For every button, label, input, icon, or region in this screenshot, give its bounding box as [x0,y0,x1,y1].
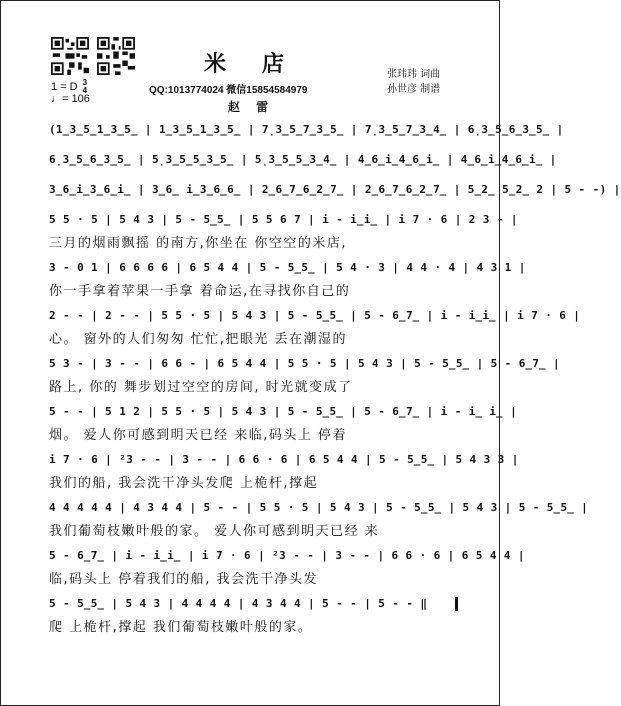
tempo-marking [51,93,90,105]
notation-row: 5 - - | 5 1 2 | 5 5 · 5 | 5 4 3 | 5 - 5̲5̲ | 5 - 6̲7̲ | i - i̲ i̲ | [49,405,518,418]
contact-info: QQ:1013774024 微信15854584979 [149,85,308,96]
lyric-row: 烟。 爱人你可感到明天已经 来临,码头上 停着 [49,428,348,443]
quarter-note-icon: ♩ [51,93,62,105]
transcriber: 孙世彦 制谱 [387,84,441,95]
notation-row: 3̲6̲i̲3̲6̲i̲ | 3̲6̲ i̲3̲6̲6̲ | 2̲6̲7̲6̲2̲7̲ | 2̲6̲7̲6̲2̲7̲ | 5̲2̲ 5̲2̲ 2 | 5 - -) | [49,183,621,196]
singer-name: 赵 雷 [227,100,275,114]
lyric-row: 路上, 你的 舞步划过空空的房间, 时光就变成了 [49,380,353,395]
lyric-row: 临,码头上 停着我们的船, 我会洗干净头发 [49,572,319,587]
lyric-row: 爬 上桅杆,撑起 我们葡萄枝嫩叶般的家。 [49,620,313,635]
final-barline [455,597,458,611]
lyricist-composer: 张玮玮 词曲 [387,69,441,80]
notation-row: 3 - 0 1 | 6 6 6 6 | 6 5 4 4 | 5 - 5̲5̲ | 5 4 · 3 | 4 4 · 4 | 4 3 1 | [49,261,526,274]
song-title: 米 店 [204,51,298,77]
lyric-row: 三月的烟雨飘摇 的南方,你坐在 你空空的米店, [49,236,348,251]
notation-row: 2 - - | 2 - - | 5 5 · 5 | 5 4 3 | 5 - 5̲5̲ | 5 - 6̲7̲ | i - i̲i̲ | i 7 · 6 | [49,309,581,322]
notation-row: i 7 · 6 | ²3 - - | 3 - - | 6 6 · 6 | 6 5 4 4 | 5 - 5̲5̲ | 5 4 3 3 | [49,453,519,466]
lyric-row: 你一手拿着苹果一手拿 着命运,在寻找你自己的 [49,284,351,299]
meter-top: 3 [82,78,88,87]
notation-row: 4 4 4 4 4 | 4 3 4 4 | 5 - - | 5 5 · 5 | 5 4 3 | 5 - 5̲5̲ | 5 4 3 | 5 - 5̲5̲ | [49,501,589,514]
notation-row: 6̣3̲5̲6̲3̲5̲ | 5̣3̲5̲5̲3̲5̲ | 5̣3̲5̲5̲3̲4̲ | 4̲6̲i̲4̲6̲i̲ | 4̲6̲i̲4̲6̲i̲ | [49,153,557,166]
lyric-row: 心。 窗外的人们匆匆 忙忙,把眼光 丢在潮湿的 [49,332,348,347]
notation-row: 5 - 6̲7̲ | i - i̲i̲ | i 7 · 6 | ²3 - - | 3 - - | 6 6 · 6 | 6 5 4 4 | [49,549,525,562]
lyric-row: 我们的船, 我会洗干净头发爬 上桅杆,撑起 [49,476,319,491]
key-text: 1 = D [51,80,78,93]
notation-row: 5 3 - | 3 - - | 6 6 - | 6 5 4 4 | 5 5 · 5 | 5 4 3 | 5 - 5̲5̲ | 5 - 6̲7̲ | [49,357,561,370]
tempo-value: = 106 [62,93,90,105]
credits [387,67,440,97]
lyric-row: 我们葡萄枝嫩叶般的家。 爱人你可感到明天已经 来 [49,524,380,539]
notation-row: (1̲3̲5̲1̲3̲5̲ | 1̲3̲5̲1̲3̲5̲ | 7̣3̲5̲7̲3̲5̲ | 7̣3̲5̲7̲3̲4̲ | 6̣3̲5̲6̲3̲5̲ | [49,123,564,136]
notation-row: 5 5 · 5 | 5 4 3 | 5 - 5̲5̲ | 5 5 6 7 | i - i̲i̲ | i 7 · 6 | 2 3 - | [49,213,518,226]
meter-bottom: 4 [82,86,88,95]
notation-row: 5 - 5̲5̲ | 5 4 3 | 4 4 4 4 | 4 3 4 4 | 5 - - | 5 - - ‖ [49,597,428,610]
